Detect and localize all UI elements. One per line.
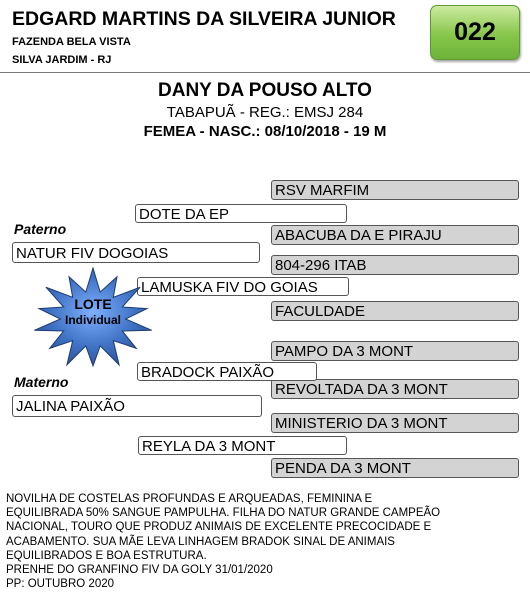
- pedigree-pgm-sire: 804-296 ITAB: [271, 255, 519, 275]
- pedigree-mgf-sire: PAMPO DA 3 MONT: [271, 341, 519, 361]
- pedigree-paternal-grandmother: LAMUSKA FIV DO GOIAS: [137, 277, 349, 296]
- farm-city: SILVA JARDIM - RJ: [12, 54, 112, 66]
- farm-name: FAZENDA BELA VISTA: [12, 36, 131, 48]
- lote-badge: [30, 296, 156, 327]
- lote-label: LOTE: [74, 296, 112, 312]
- description-line: PP: OUTUBRO 2020: [6, 578, 115, 591]
- animal-sex-birth: FEMEA - NASC.: 08/10/2018 - 19 M: [143, 123, 387, 140]
- paterno-label: Paterno: [14, 221, 67, 237]
- pedigree-maternal-grandmother: REYLA DA 3 MONT: [138, 436, 347, 455]
- pedigree-mgm-sire: MINISTERIO DA 3 MONT: [271, 413, 519, 433]
- pedigree-paternal-grandfather: DOTE DA EP: [135, 204, 347, 223]
- description-line: NACIONAL, TOURO QUE PRODUZ ANIMAIS DE EXCELENTE PRECOCIDADE E: [6, 521, 432, 534]
- lot-number-badge: 022: [430, 5, 520, 60]
- pedigree-mgf-dam: REVOLTADA DA 3 MONT: [271, 379, 519, 399]
- pedigree-mgm-dam: PENDA DA 3 MONT: [271, 458, 519, 478]
- pedigree-pgm-dam: FACULDADE: [271, 301, 519, 321]
- pedigree-pgf-dam: ABACUBA DA E PIRAJU: [271, 225, 519, 245]
- owner-name: EDGARD MARTINS DA SILVEIRA JUNIOR: [12, 8, 396, 30]
- materno-label: Materno: [14, 374, 69, 390]
- description-line: NOVILHA DE COSTELAS PROFUNDAS E ARQUEADAS, FEMININA E: [6, 493, 373, 505]
- header-divider: [0, 72, 530, 73]
- description-line: EQUILIBRADA 50% SANGUE PAMPULHA. FILHA DO NATUR GRANDE CAMPEÃO: [6, 507, 441, 520]
- pedigree-pgf-sire: RSV MARFIM: [271, 180, 519, 200]
- animal-name: DANY DA POUSO ALTO: [158, 80, 372, 101]
- animal-breed-registration: TABAPUÃ - REG.: EMSJ 284: [166, 104, 364, 121]
- description: [6, 492, 524, 591]
- individual-label: Individual: [64, 313, 121, 327]
- pedigree-maternal-grandfather: BRADOCK PAIXÃO: [137, 362, 317, 381]
- description-line: ACABAMENTO. SUA MÃE LEVA LINHAGEM BRADOK SINAL DE ANIMAIS: [6, 535, 395, 548]
- description-line: EQUILIBRADOS E BOA ESTRUTURA.: [6, 549, 207, 562]
- description-line: PRENHE DO GRANFINO FIV DA GOLY 31/01/2020: [6, 564, 273, 577]
- pedigree-father: NATUR FIV DOGOIAS: [12, 242, 260, 263]
- pedigree-mother: JALINA PAIXÃO: [12, 395, 262, 417]
